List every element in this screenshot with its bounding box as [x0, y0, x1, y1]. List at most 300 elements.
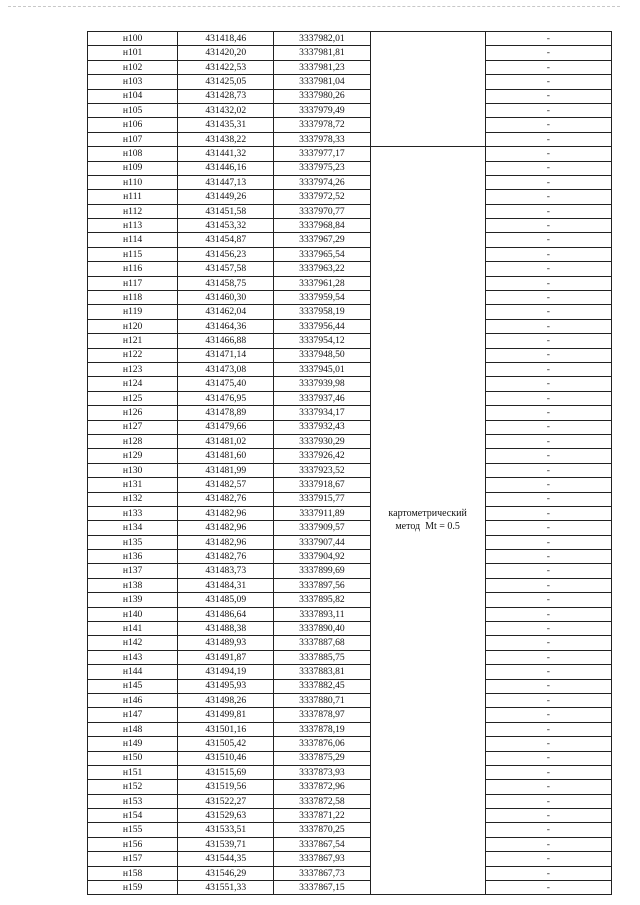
point-name-cell: н140 — [88, 607, 178, 621]
description-cell: - — [485, 391, 611, 405]
x-coordinate-cell: 431475,40 — [178, 377, 274, 391]
table-row — [88, 334, 612, 348]
x-coordinate-cell: 431418,46 — [178, 32, 274, 46]
table-row — [88, 535, 612, 549]
description-cell: - — [485, 679, 611, 693]
x-coordinate-cell: 431432,02 — [178, 103, 274, 117]
y-coordinate-cell: 3337872,58 — [274, 794, 370, 808]
description-cell: - — [485, 406, 611, 420]
point-name-cell: н129 — [88, 449, 178, 463]
coordinates-table — [87, 31, 612, 895]
table-row — [88, 348, 612, 362]
y-coordinate-cell: 3337963,22 — [274, 262, 370, 276]
point-name-cell: н106 — [88, 118, 178, 132]
x-coordinate-cell: 431462,04 — [178, 305, 274, 319]
point-name-cell: н149 — [88, 737, 178, 751]
y-coordinate-cell: 3337882,45 — [274, 679, 370, 693]
point-name-cell: н144 — [88, 665, 178, 679]
description-cell: - — [485, 881, 611, 895]
x-coordinate-cell: 431466,88 — [178, 334, 274, 348]
point-name-cell: н137 — [88, 564, 178, 578]
table-row — [88, 866, 612, 880]
table-row — [88, 449, 612, 463]
point-name-cell: н113 — [88, 219, 178, 233]
table-row — [88, 636, 612, 650]
method-cell-empty — [370, 32, 485, 147]
y-coordinate-cell: 3337890,40 — [274, 622, 370, 636]
description-cell: - — [485, 737, 611, 751]
table-row — [88, 204, 612, 218]
x-coordinate-cell: 431453,32 — [178, 219, 274, 233]
description-cell: - — [485, 564, 611, 578]
description-cell: - — [485, 348, 611, 362]
table-row — [88, 420, 612, 434]
point-name-cell: н116 — [88, 262, 178, 276]
point-name-cell: н119 — [88, 305, 178, 319]
x-coordinate-cell: 431539,71 — [178, 837, 274, 851]
x-coordinate-cell: 431456,23 — [178, 247, 274, 261]
point-name-cell: н109 — [88, 161, 178, 175]
table-row — [88, 881, 612, 895]
y-coordinate-cell: 3337923,52 — [274, 463, 370, 477]
x-coordinate-cell: 431482,57 — [178, 478, 274, 492]
x-coordinate-cell: 431435,31 — [178, 118, 274, 132]
x-coordinate-cell: 431505,42 — [178, 737, 274, 751]
table-row — [88, 506, 612, 520]
description-cell: - — [485, 420, 611, 434]
table-row — [88, 823, 612, 837]
x-coordinate-cell: 431544,35 — [178, 852, 274, 866]
y-coordinate-cell: 3337867,54 — [274, 837, 370, 851]
description-cell: - — [485, 478, 611, 492]
point-name-cell: н136 — [88, 550, 178, 564]
table-row — [88, 276, 612, 290]
table-row — [88, 132, 612, 146]
table-row — [88, 492, 612, 506]
description-cell: - — [485, 89, 611, 103]
table-row — [88, 463, 612, 477]
description-cell: - — [485, 837, 611, 851]
y-coordinate-cell: 3337926,42 — [274, 449, 370, 463]
x-coordinate-cell: 431478,89 — [178, 406, 274, 420]
y-coordinate-cell: 3337981,23 — [274, 60, 370, 74]
point-name-cell: н145 — [88, 679, 178, 693]
x-coordinate-cell: 431495,93 — [178, 679, 274, 693]
x-coordinate-cell: 431428,73 — [178, 89, 274, 103]
point-name-cell: н127 — [88, 420, 178, 434]
point-name-cell: н110 — [88, 175, 178, 189]
x-coordinate-cell: 431491,87 — [178, 650, 274, 664]
description-cell: - — [485, 593, 611, 607]
x-coordinate-cell: 431522,27 — [178, 794, 274, 808]
x-coordinate-cell: 431494,19 — [178, 665, 274, 679]
x-coordinate-cell: 431473,08 — [178, 362, 274, 376]
description-cell: - — [485, 147, 611, 161]
table-row — [88, 521, 612, 535]
point-name-cell: н146 — [88, 693, 178, 707]
y-coordinate-cell: 3337873,93 — [274, 765, 370, 779]
point-name-cell: н102 — [88, 60, 178, 74]
description-cell: - — [485, 607, 611, 621]
description-cell: - — [485, 578, 611, 592]
description-cell: - — [485, 765, 611, 779]
y-coordinate-cell: 3337934,17 — [274, 406, 370, 420]
table-row — [88, 679, 612, 693]
y-coordinate-cell: 3337893,11 — [274, 607, 370, 621]
table-row — [88, 75, 612, 89]
point-name-cell: н107 — [88, 132, 178, 146]
y-coordinate-cell: 3337948,50 — [274, 348, 370, 362]
point-name-cell: н157 — [88, 852, 178, 866]
description-cell: - — [485, 492, 611, 506]
point-name-cell: н121 — [88, 334, 178, 348]
point-name-cell: н118 — [88, 291, 178, 305]
table-row — [88, 147, 612, 161]
description-cell: - — [485, 262, 611, 276]
x-coordinate-cell: 431482,96 — [178, 521, 274, 535]
description-cell: - — [485, 708, 611, 722]
y-coordinate-cell: 3337867,93 — [274, 852, 370, 866]
table-row — [88, 391, 612, 405]
y-coordinate-cell: 3337959,54 — [274, 291, 370, 305]
point-name-cell: н132 — [88, 492, 178, 506]
x-coordinate-cell: 431484,31 — [178, 578, 274, 592]
description-cell: - — [485, 305, 611, 319]
x-coordinate-cell: 431441,32 — [178, 147, 274, 161]
method-note-line2: метод Mt = 0.5 — [395, 520, 460, 532]
x-coordinate-cell: 431422,53 — [178, 60, 274, 74]
point-name-cell: н130 — [88, 463, 178, 477]
description-cell: - — [485, 75, 611, 89]
x-coordinate-cell: 431501,16 — [178, 722, 274, 736]
y-coordinate-cell: 3337895,82 — [274, 593, 370, 607]
x-coordinate-cell: 431481,60 — [178, 449, 274, 463]
x-coordinate-cell: 431482,76 — [178, 550, 274, 564]
x-coordinate-cell: 431482,96 — [178, 506, 274, 520]
description-cell: - — [485, 809, 611, 823]
x-coordinate-cell: 431481,99 — [178, 463, 274, 477]
table-row — [88, 60, 612, 74]
description-cell: - — [485, 722, 611, 736]
point-name-cell: н141 — [88, 622, 178, 636]
method-note-line1: картометрический — [388, 508, 467, 520]
y-coordinate-cell: 3337972,52 — [274, 190, 370, 204]
description-cell: - — [485, 535, 611, 549]
y-coordinate-cell: 3337911,89 — [274, 506, 370, 520]
point-name-cell: н152 — [88, 780, 178, 794]
table-row — [88, 478, 612, 492]
description-cell: - — [485, 291, 611, 305]
y-coordinate-cell: 3337878,19 — [274, 722, 370, 736]
table-row — [88, 650, 612, 664]
table-row — [88, 305, 612, 319]
description-cell: - — [485, 550, 611, 564]
description-cell: - — [485, 32, 611, 46]
point-name-cell: н103 — [88, 75, 178, 89]
description-cell: - — [485, 118, 611, 132]
x-coordinate-cell: 431425,05 — [178, 75, 274, 89]
x-coordinate-cell: 431449,26 — [178, 190, 274, 204]
y-coordinate-cell: 3337980,26 — [274, 89, 370, 103]
x-coordinate-cell: 431458,75 — [178, 276, 274, 290]
description-cell: - — [485, 46, 611, 60]
x-coordinate-cell: 431533,51 — [178, 823, 274, 837]
x-coordinate-cell: 431420,20 — [178, 46, 274, 60]
table-row — [88, 564, 612, 578]
point-name-cell: н153 — [88, 794, 178, 808]
table-row — [88, 219, 612, 233]
scan-top-edge-line — [8, 6, 620, 7]
y-coordinate-cell: 3337965,54 — [274, 247, 370, 261]
x-coordinate-cell: 431451,58 — [178, 204, 274, 218]
x-coordinate-cell: 431551,33 — [178, 881, 274, 895]
x-coordinate-cell: 431498,26 — [178, 693, 274, 707]
description-cell: - — [485, 434, 611, 448]
description-cell: - — [485, 506, 611, 520]
y-coordinate-cell: 3337872,96 — [274, 780, 370, 794]
y-coordinate-cell: 3337885,75 — [274, 650, 370, 664]
description-cell: - — [485, 362, 611, 376]
x-coordinate-cell: 431529,63 — [178, 809, 274, 823]
table-row — [88, 247, 612, 261]
description-cell: - — [485, 175, 611, 189]
x-coordinate-cell: 431464,36 — [178, 319, 274, 333]
table-row — [88, 362, 612, 376]
description-cell: - — [485, 463, 611, 477]
table-row — [88, 406, 612, 420]
description-cell: - — [485, 161, 611, 175]
description-cell: - — [485, 823, 611, 837]
y-coordinate-cell: 3337967,29 — [274, 233, 370, 247]
y-coordinate-cell: 3337979,49 — [274, 103, 370, 117]
x-coordinate-cell: 431471,14 — [178, 348, 274, 362]
y-coordinate-cell: 3337937,46 — [274, 391, 370, 405]
point-name-cell: н104 — [88, 89, 178, 103]
table-row — [88, 32, 612, 46]
x-coordinate-cell: 431519,56 — [178, 780, 274, 794]
y-coordinate-cell: 3337875,29 — [274, 751, 370, 765]
table-row — [88, 262, 612, 276]
point-name-cell: н117 — [88, 276, 178, 290]
point-name-cell: н159 — [88, 881, 178, 895]
y-coordinate-cell: 3337961,28 — [274, 276, 370, 290]
y-coordinate-cell: 3337970,77 — [274, 204, 370, 218]
table-row — [88, 809, 612, 823]
y-coordinate-cell: 3337956,44 — [274, 319, 370, 333]
y-coordinate-cell: 3337870,25 — [274, 823, 370, 837]
point-name-cell: н156 — [88, 837, 178, 851]
y-coordinate-cell: 3337954,12 — [274, 334, 370, 348]
y-coordinate-cell: 3337975,23 — [274, 161, 370, 175]
point-name-cell: н112 — [88, 204, 178, 218]
x-coordinate-cell: 431481,02 — [178, 434, 274, 448]
table-row — [88, 665, 612, 679]
description-cell: - — [485, 521, 611, 535]
table-row — [88, 622, 612, 636]
table-row — [88, 103, 612, 117]
table-row — [88, 751, 612, 765]
y-coordinate-cell: 3337871,22 — [274, 809, 370, 823]
description-cell: - — [485, 449, 611, 463]
table-row — [88, 233, 612, 247]
description-cell: - — [485, 780, 611, 794]
x-coordinate-cell: 431482,96 — [178, 535, 274, 549]
table-row — [88, 550, 612, 564]
point-name-cell: н100 — [88, 32, 178, 46]
y-coordinate-cell: 3337878,97 — [274, 708, 370, 722]
point-name-cell: н105 — [88, 103, 178, 117]
description-cell: - — [485, 377, 611, 391]
description-cell: - — [485, 334, 611, 348]
table-row — [88, 794, 612, 808]
point-name-cell: н131 — [88, 478, 178, 492]
table-row — [88, 578, 612, 592]
table-row — [88, 319, 612, 333]
point-name-cell: н111 — [88, 190, 178, 204]
table-row — [88, 708, 612, 722]
method-cell — [370, 147, 485, 895]
description-cell: - — [485, 636, 611, 650]
point-name-cell: н151 — [88, 765, 178, 779]
description-cell: - — [485, 132, 611, 146]
x-coordinate-cell: 431438,22 — [178, 132, 274, 146]
point-name-cell: н134 — [88, 521, 178, 535]
y-coordinate-cell: 3337939,98 — [274, 377, 370, 391]
y-coordinate-cell: 3337932,43 — [274, 420, 370, 434]
table-row — [88, 118, 612, 132]
x-coordinate-cell: 431489,93 — [178, 636, 274, 650]
table-row — [88, 593, 612, 607]
point-name-cell: н138 — [88, 578, 178, 592]
y-coordinate-cell: 3337880,71 — [274, 693, 370, 707]
table-row — [88, 161, 612, 175]
table-row — [88, 46, 612, 60]
y-coordinate-cell: 3337897,56 — [274, 578, 370, 592]
point-name-cell: н101 — [88, 46, 178, 60]
table-row — [88, 693, 612, 707]
x-coordinate-cell: 431515,69 — [178, 765, 274, 779]
description-cell: - — [485, 866, 611, 880]
y-coordinate-cell: 3337974,26 — [274, 175, 370, 189]
table-row — [88, 722, 612, 736]
table-row — [88, 190, 612, 204]
point-name-cell: н148 — [88, 722, 178, 736]
table-row — [88, 175, 612, 189]
x-coordinate-cell: 431499,81 — [178, 708, 274, 722]
description-cell: - — [485, 751, 611, 765]
x-coordinate-cell: 431460,30 — [178, 291, 274, 305]
point-name-cell: н128 — [88, 434, 178, 448]
point-name-cell: н147 — [88, 708, 178, 722]
description-cell: - — [485, 103, 611, 117]
table-row — [88, 737, 612, 751]
point-name-cell: н139 — [88, 593, 178, 607]
y-coordinate-cell: 3337909,57 — [274, 521, 370, 535]
point-name-cell: н124 — [88, 377, 178, 391]
table-row — [88, 434, 612, 448]
y-coordinate-cell: 3337958,19 — [274, 305, 370, 319]
y-coordinate-cell: 3337968,84 — [274, 219, 370, 233]
y-coordinate-cell: 3337930,29 — [274, 434, 370, 448]
y-coordinate-cell: 3337945,01 — [274, 362, 370, 376]
point-name-cell: н115 — [88, 247, 178, 261]
x-coordinate-cell: 431447,13 — [178, 175, 274, 189]
table-row — [88, 852, 612, 866]
point-name-cell: н122 — [88, 348, 178, 362]
x-coordinate-cell: 431454,87 — [178, 233, 274, 247]
description-cell: - — [485, 276, 611, 290]
y-coordinate-cell: 3337904,92 — [274, 550, 370, 564]
y-coordinate-cell: 3337918,67 — [274, 478, 370, 492]
y-coordinate-cell: 3337867,73 — [274, 866, 370, 880]
x-coordinate-cell: 431483,73 — [178, 564, 274, 578]
x-coordinate-cell: 431546,29 — [178, 866, 274, 880]
x-coordinate-cell: 431485,09 — [178, 593, 274, 607]
y-coordinate-cell: 3337981,04 — [274, 75, 370, 89]
x-coordinate-cell: 431476,95 — [178, 391, 274, 405]
x-coordinate-cell: 431488,38 — [178, 622, 274, 636]
description-cell: - — [485, 794, 611, 808]
x-coordinate-cell: 431479,66 — [178, 420, 274, 434]
point-name-cell: н126 — [88, 406, 178, 420]
y-coordinate-cell: 3337978,72 — [274, 118, 370, 132]
table-row — [88, 837, 612, 851]
y-coordinate-cell: 3337981,81 — [274, 46, 370, 60]
description-cell: - — [485, 60, 611, 74]
y-coordinate-cell: 3337915,77 — [274, 492, 370, 506]
table-row — [88, 780, 612, 794]
point-name-cell: н125 — [88, 391, 178, 405]
y-coordinate-cell: 3337978,33 — [274, 132, 370, 146]
table-row — [88, 765, 612, 779]
description-cell: - — [485, 190, 611, 204]
description-cell: - — [485, 650, 611, 664]
point-name-cell: н155 — [88, 823, 178, 837]
y-coordinate-cell: 3337907,44 — [274, 535, 370, 549]
x-coordinate-cell: 431486,64 — [178, 607, 274, 621]
x-coordinate-cell: 431482,76 — [178, 492, 274, 506]
point-name-cell: н150 — [88, 751, 178, 765]
point-name-cell: н133 — [88, 506, 178, 520]
x-coordinate-cell: 431510,46 — [178, 751, 274, 765]
point-name-cell: н135 — [88, 535, 178, 549]
description-cell: - — [485, 204, 611, 218]
y-coordinate-cell: 3337899,69 — [274, 564, 370, 578]
table-row — [88, 607, 612, 621]
point-name-cell: н120 — [88, 319, 178, 333]
description-cell: - — [485, 665, 611, 679]
table-row — [88, 377, 612, 391]
y-coordinate-cell: 3337977,17 — [274, 147, 370, 161]
point-name-cell: н154 — [88, 809, 178, 823]
y-coordinate-cell: 3337982,01 — [274, 32, 370, 46]
description-cell: - — [485, 233, 611, 247]
point-name-cell: н123 — [88, 362, 178, 376]
description-cell: - — [485, 622, 611, 636]
y-coordinate-cell: 3337883,81 — [274, 665, 370, 679]
point-name-cell: н114 — [88, 233, 178, 247]
description-cell: - — [485, 247, 611, 261]
y-coordinate-cell: 3337867,15 — [274, 881, 370, 895]
y-coordinate-cell: 3337887,68 — [274, 636, 370, 650]
description-cell: - — [485, 319, 611, 333]
point-name-cell: н108 — [88, 147, 178, 161]
description-cell: - — [485, 219, 611, 233]
point-name-cell: н158 — [88, 866, 178, 880]
table-row — [88, 89, 612, 103]
table-row — [88, 291, 612, 305]
description-cell: - — [485, 693, 611, 707]
